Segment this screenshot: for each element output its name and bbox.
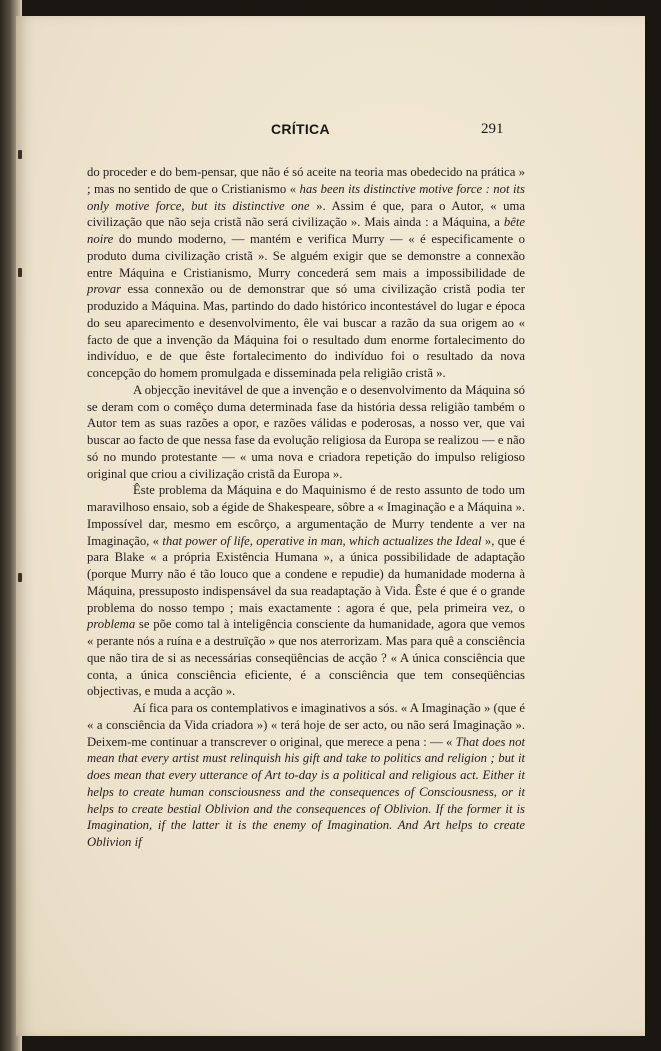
text-run: », que é para Blake « a própria Existência Humana », a única possibilidade de adaptação (porque Murry não é tão louco que a condene e repudie) da humanidade moderna à Máquina, pressuposto indispensável da sua readaptação à Vida. Êste é que é o grande problema do nosso tempo ; mais exactamente : agora é que, pela primeira vez, o [87, 533, 525, 615]
italic-quote: has been its distinctive motive force : not its only motive force, but its distinctive one [87, 181, 525, 213]
page-sheet [16, 16, 645, 1036]
text-run: Êste problema da Máquina e do Maquinismo é de resto assunto de todo um maravilhoso ensaio, sob a égide de Shakespeare, sôbre a « Imaginação e a Máquina ». Impossível dar, mesmo em escôrço, a argumentação de Murry tendente a ver na Imaginação, « [87, 483, 525, 548]
binding-mark [18, 268, 22, 277]
text-run: ». Assim é que, para o Autor, « uma civilização que não seja cristã não será civilização ». Mais ainda : a Máquina, a [87, 198, 525, 230]
paragraph [87, 700, 525, 851]
text-run: do mundo moderno, — mantém e verifica Murry — « é especificamente o produto duma civilização cristã ». Se alguém exigir que se demonstre a connexão entre Máquina e Cristianismo, Murry concederá sem mais a impossibilidade de [87, 232, 525, 280]
running-header [16, 121, 645, 141]
binding-mark [18, 573, 22, 582]
italic-quote: bête noire [87, 215, 525, 246]
paragraph [87, 164, 525, 382]
body-text [87, 164, 525, 851]
text-run: do proceder e do bem-pensar, que não é só aceite na teoria mas obedecido na prática » ; mas no sentido de que o Cristianismo « [87, 165, 525, 196]
page-title: CRÍTICA [271, 121, 330, 137]
italic-quote: provar [87, 282, 122, 297]
binding-mark [18, 150, 22, 159]
italic-quote: That does not mean that every artist must relinquish his gift and take to politics and religion ; but it does mean that every utterance of Art to-day is a political and religious act. Either it helps to create human consciousness and the consequences of Consciousness, or it helps to create bestial Oblivion and the consequences of Oblivion. If the former it is Imagination, if the latter it is the enemy of Imagination. And Art helps to create Oblivion if [87, 734, 525, 849]
paragraph [87, 482, 525, 700]
text-run: essa connexão ou de demonstrar que só uma civilização cristã podia ter produzido a Máquina. Mas, partindo do dado histórico incontestável do lugar e época do seu aparecimento e desenvolvimento, êle vai buscar a razão da sua origem ao « facto de que a invenção da Máquina foi o resultado dum enorme fortalecimento do indivíduo, e de que êste fortalecimento do indivíduo foi o resultado da nova concepção do homem promulgada e disseminada pela religião cristã ». [87, 282, 525, 380]
paragraph [87, 382, 525, 483]
italic-quote: that power of life, operative in man, which actualizes the Ideal [162, 533, 482, 548]
text-run: A objecção inevitável de que a invenção e o desenvolvimento da Máquina só se deram com o comêço duma determinada fase da história dessa religião também o Autor tem as suas razões a opor, e razões válidas e poderosas, a nosso ver, que vai buscar ao facto de que nessa fase da evolução religiosa da Europa se realizou — e não só no mundo protestante — « uma nova e criadora repetição do impulso religioso original que criou a civilização cristã da Europa ». [87, 382, 525, 481]
page-number: 291 [481, 121, 504, 137]
text-run: Aí fica para os contemplativos e imaginativos a sós. « A Imaginação » (que é « a consciência da Vida criadora ») « terá hoje de ser acto, ou não será Imaginação ». Deixem-me continuar a transcrever o original, que merece a pena : — « [87, 701, 525, 749]
text-run: se põe como tal à inteligência consciente da humanidade, agora que vemos « perante nós a ruína e a destruïção » que nos aterrorizam. Mas para quê a consciência que não tira de si as necessárias conseqüências de acção ? « A única consciência que conta, a única consciência eficiente, é a consciência que tem conseqüências objectivas, e muda a acção ». [87, 617, 525, 699]
italic-quote: problema [87, 617, 136, 632]
